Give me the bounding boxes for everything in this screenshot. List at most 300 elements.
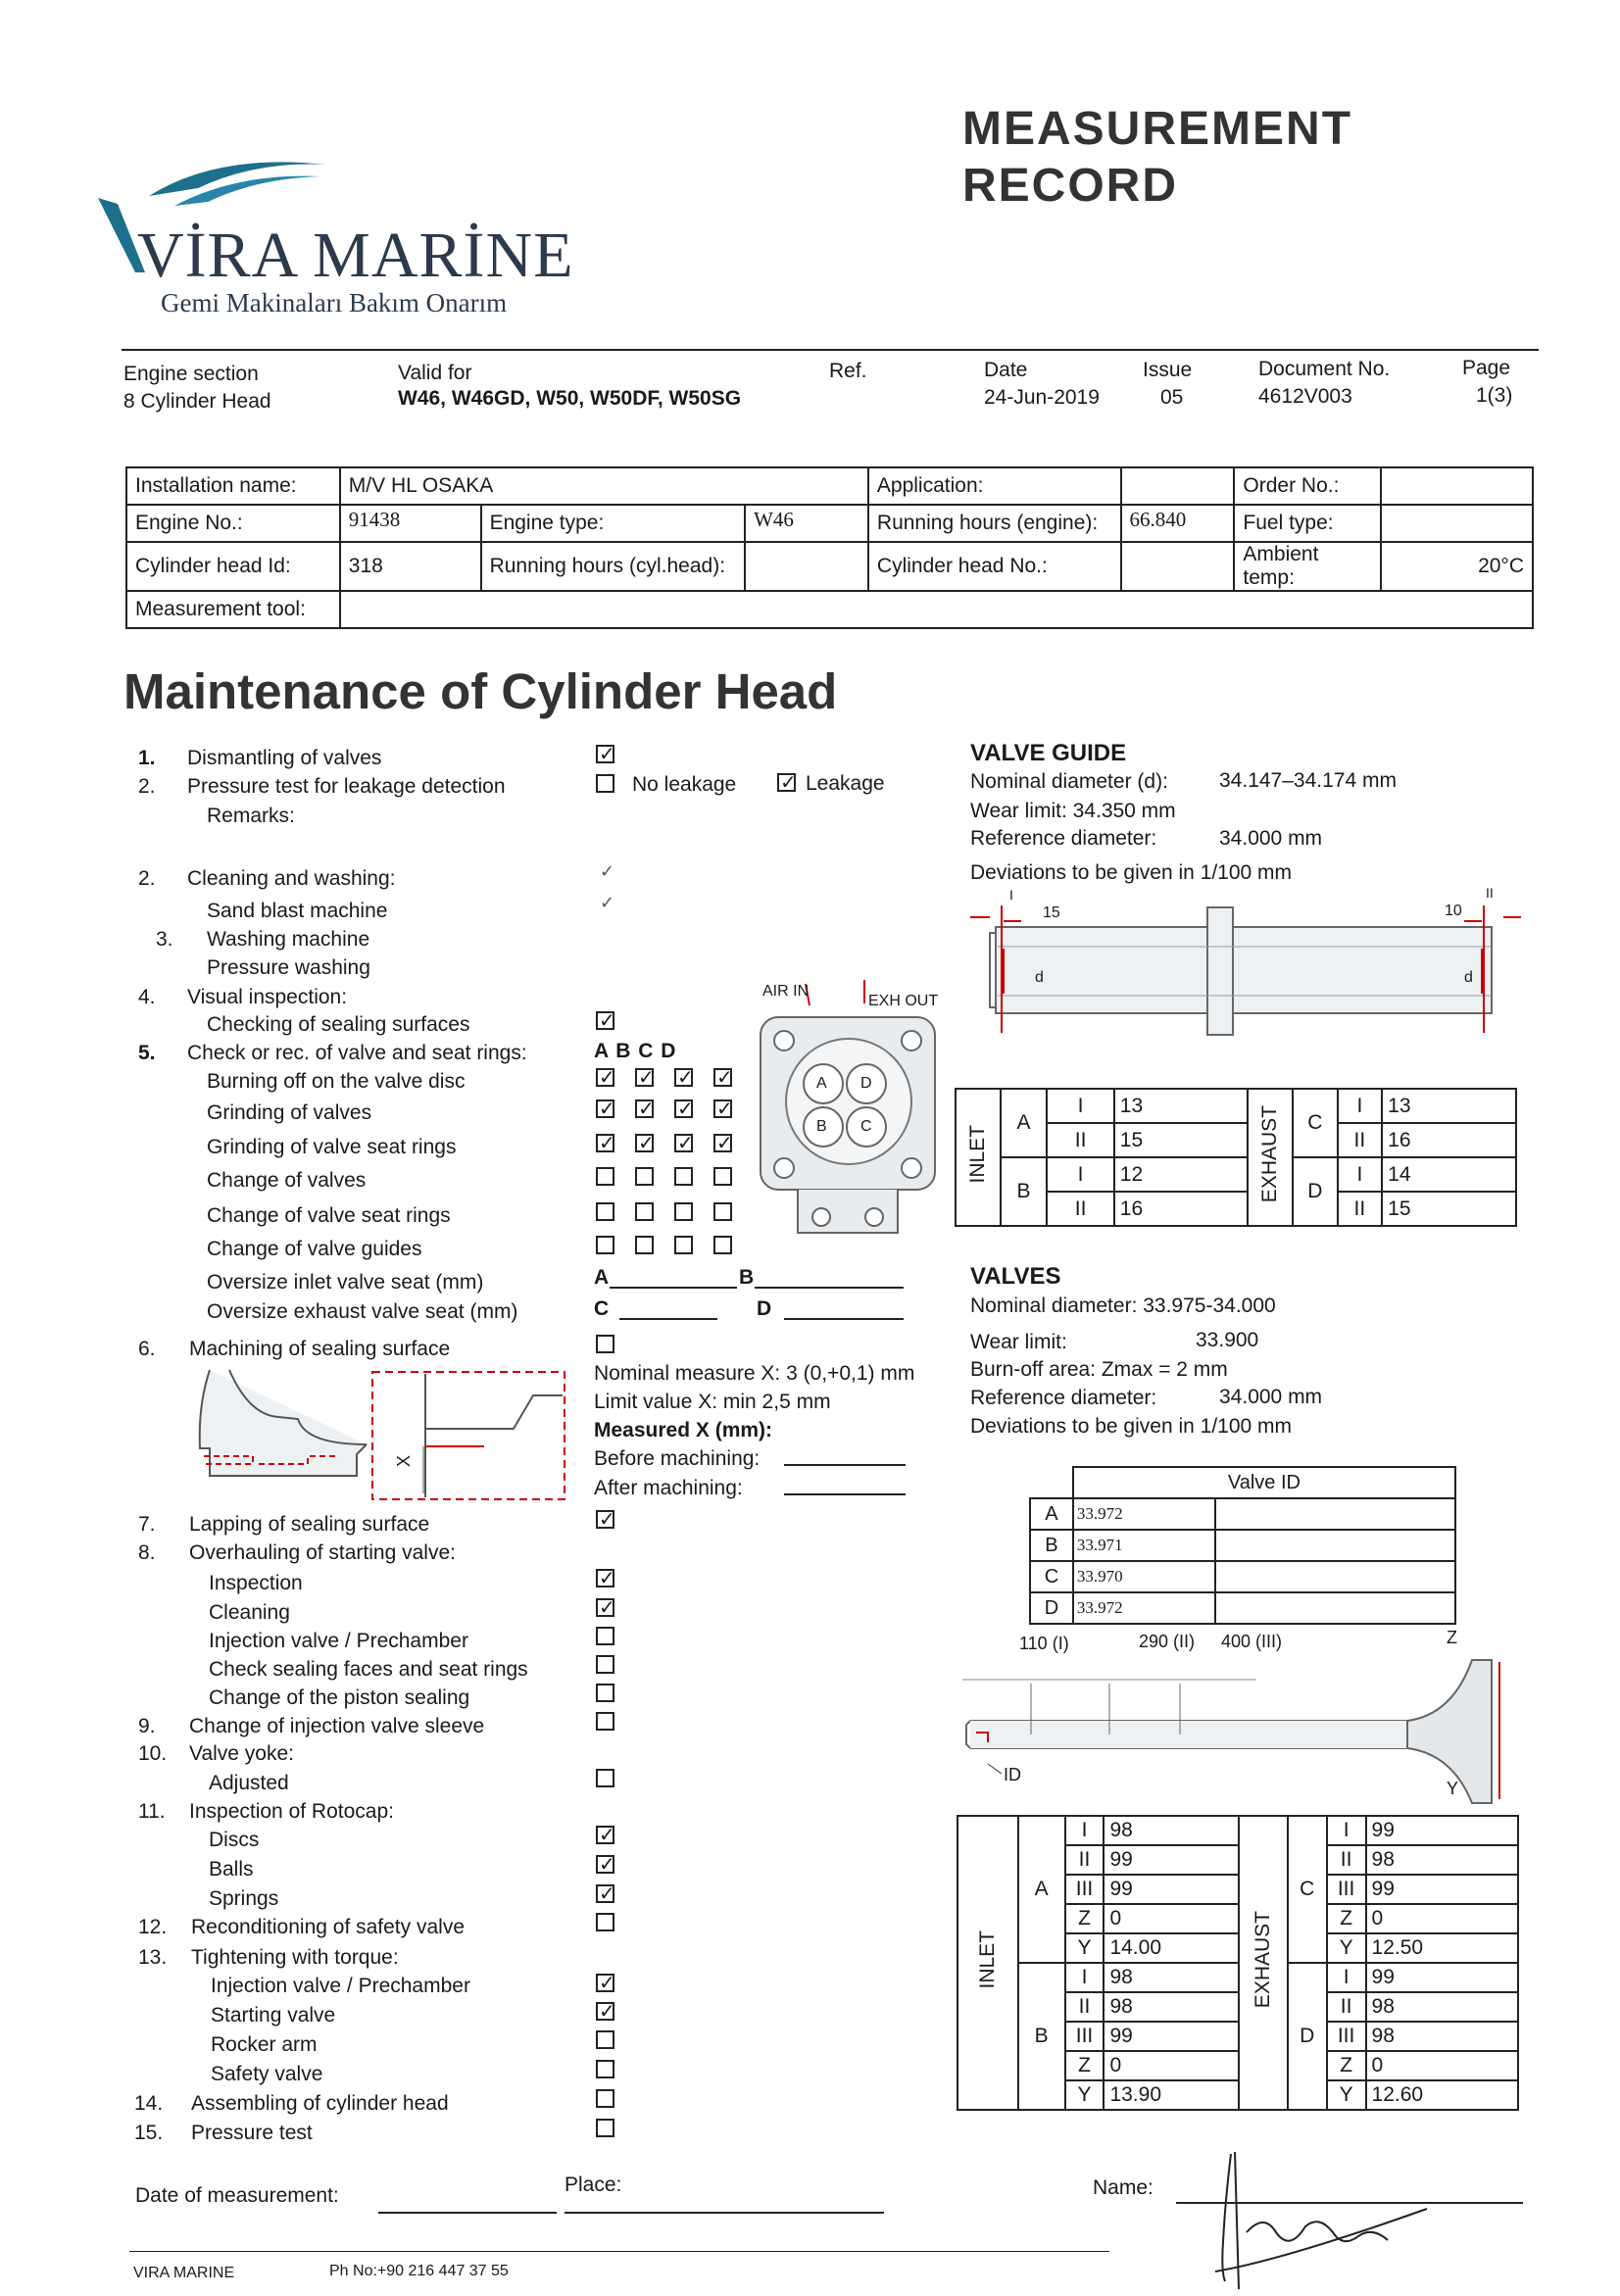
pos-label: III (1065, 2022, 1105, 2051)
date-label: Date (984, 359, 1028, 381)
fuel-type-label: Fuel type: (1234, 505, 1381, 542)
pos-label: I (1327, 1963, 1366, 1992)
item-label: Pressure test (191, 2122, 313, 2144)
guide-pos-ii: II (1047, 1123, 1113, 1157)
sub-item-label: Change of valves (207, 1169, 367, 1192)
valve-b-value[interactable]: 98 (1104, 1963, 1239, 1992)
item-label: Valve yoke: (189, 1742, 294, 1765)
checkbox-check-sealing[interactable] (596, 1655, 614, 1674)
item-number: 14. (134, 2092, 164, 2115)
valve-id-value[interactable]: 33.972 (1073, 1498, 1215, 1530)
checkbox-springs[interactable] (596, 1884, 614, 1903)
installation-name-field[interactable]: M/V HL OSAKA (340, 467, 868, 505)
pos-label: I (1065, 1963, 1105, 1992)
item-label: Tightening with torque: (191, 1946, 399, 1969)
pos-label: II (1065, 1992, 1105, 2022)
pos-label: I (1327, 1816, 1366, 1845)
valve-guide-deviation-note: Deviations to be given in 1/100 mm (970, 861, 1293, 884)
issue-value: 05 (1160, 386, 1184, 409)
valve-guide-drawing (966, 886, 1523, 1068)
checkbox-change-guide-a[interactable] (596, 1236, 614, 1254)
cylinder-head-icon (755, 976, 941, 1252)
air-in-label: AIR IN (762, 983, 810, 1000)
valve-b-value[interactable]: 13.90 (1104, 2080, 1239, 2110)
item-label: Cleaning and washing: (187, 867, 396, 890)
guide-d-ii-value[interactable]: 15 (1382, 1192, 1516, 1226)
guide-pos-i: I (1338, 1089, 1383, 1123)
item-label: Check or rec. of valve and seat rings: (187, 1042, 527, 1064)
checkbox-change-valves-c[interactable] (674, 1167, 693, 1186)
pos-label: III (1065, 1875, 1105, 1904)
running-hours-cyl-field[interactable] (745, 542, 868, 591)
item-label: Machining of sealing surface (189, 1338, 451, 1360)
inlet-label-cell: INLET (956, 1089, 1001, 1226)
checkbox-balls[interactable] (596, 1855, 614, 1874)
valve-id-table (1029, 1466, 1456, 1625)
oversize-b-field[interactable] (755, 1287, 904, 1289)
ref-label: Ref. (829, 360, 867, 382)
page-label: Page (1462, 357, 1511, 379)
running-hours-engine-field[interactable]: 66.840 (1121, 505, 1235, 542)
checkbox-change-guide-c[interactable] (674, 1236, 693, 1254)
installation-name-label: Installation name: (126, 467, 340, 505)
item-number: 3. (156, 928, 173, 951)
sub-item-label: Starting valve (211, 2004, 336, 2027)
checkbox-valve-yoke-adjusted[interactable] (596, 1769, 614, 1787)
engine-section-value: 8 Cylinder Head (123, 390, 271, 413)
cylinder-head-id-field[interactable]: 318 (340, 542, 481, 591)
checkbox-lapping[interactable] (596, 1510, 614, 1529)
checkbox-change-guide-d[interactable] (713, 1236, 732, 1254)
valve-c-value[interactable]: 99 (1366, 1875, 1518, 1904)
running-hours-cyl-label: Running hours (cyl.head): (481, 542, 746, 591)
guide-dim-ii: II (1486, 885, 1494, 901)
measured-x-label: Measured X (mm): (594, 1419, 773, 1441)
checkbox-assembling[interactable] (596, 2089, 614, 2108)
checkbox-inspection[interactable] (596, 1569, 614, 1588)
checkbox-safety-valve-recond[interactable] (596, 1913, 614, 1931)
guide-valve-c: C (1293, 1089, 1338, 1157)
cylinder-head-id-label: Cylinder head Id: (126, 542, 340, 591)
ambient-temp-field[interactable]: 20°C (1381, 542, 1533, 591)
guide-dim-15: 15 (1043, 904, 1060, 921)
checkbox-dismantling[interactable] (596, 745, 614, 763)
pos-label: Y (1327, 1933, 1366, 1963)
checkbox-leakage[interactable] (777, 773, 796, 792)
pos-label: Z (1065, 1904, 1105, 1933)
guide-b-ii-value[interactable]: 16 (1114, 1192, 1249, 1226)
sub-item-label: Inspection (209, 1572, 303, 1594)
after-machining-field[interactable] (784, 1493, 906, 1495)
checkbox-grind-seat-a[interactable] (596, 1134, 614, 1152)
valve-icon (962, 1627, 1523, 1809)
item-label: Lapping of sealing surface (189, 1513, 430, 1536)
checkbox-burn-b[interactable] (635, 1068, 654, 1087)
guide-d-i-value[interactable]: 14 (1382, 1157, 1516, 1192)
checkbox-change-valves-b[interactable] (635, 1167, 654, 1186)
sub-item-label: Grinding of valve seat rings (207, 1136, 457, 1158)
checkbox-grind-b[interactable] (635, 1099, 654, 1118)
signature (1196, 2125, 1431, 2291)
checkbox-grind-seat-d[interactable] (713, 1134, 732, 1152)
valve-c: C (1288, 1816, 1327, 1963)
valve-b-value[interactable]: 98 (1104, 1992, 1239, 2022)
sealing-surface-diagram (190, 1366, 572, 1505)
valve-dim-y: Y (1447, 1779, 1459, 1798)
valve-d-value[interactable]: 0 (1366, 2051, 1518, 2080)
before-machining-field[interactable] (784, 1464, 906, 1466)
guide-c-ii-value[interactable]: 16 (1382, 1123, 1516, 1157)
sub-item-label: Injection valve / Prechamber (211, 1975, 470, 1997)
item-number: 11. (138, 1800, 166, 1823)
valve-a-value[interactable]: 14.00 (1104, 1933, 1239, 1963)
valves-deviation-note: Deviations to be given in 1/100 mm (970, 1415, 1293, 1438)
item-number: 4. (138, 986, 156, 1008)
valves-wear-value: 33.900 (1196, 1329, 1259, 1351)
valves-table (957, 1815, 1519, 2111)
oversize-c-label: C (594, 1297, 610, 1320)
pos-label: I (1065, 1816, 1105, 1845)
valid-for-label: Valid for (398, 362, 472, 384)
oversize-a-label: A (594, 1266, 610, 1289)
valve-d-value[interactable]: 12.60 (1366, 2080, 1518, 2110)
checkbox-torque-safety[interactable] (596, 2060, 614, 2078)
doc-title-line1: MEASUREMENT (962, 103, 1353, 155)
guide-dim-d-left: d (1035, 969, 1044, 986)
valve-guide-nominal-label: Nominal diameter (d): (970, 770, 1168, 793)
guide-pos-i: I (1047, 1157, 1113, 1192)
pos-label: Y (1065, 2080, 1105, 2110)
oversize-d-field[interactable] (784, 1318, 904, 1320)
valve-id-header: Valve ID (1073, 1467, 1455, 1498)
document-no-label: Document No. (1258, 358, 1391, 380)
sub-item-label: Injection valve / Prechamber (209, 1630, 468, 1652)
engine-type-field[interactable]: W46 (745, 505, 868, 542)
fuel-type-field[interactable] (1381, 505, 1533, 542)
checkbox-burn-a[interactable] (596, 1068, 614, 1087)
running-hours-engine-label: Running hours (engine): (868, 505, 1121, 542)
valves-ref-value: 34.000 mm (1219, 1386, 1323, 1408)
guide-dim-i: I (1009, 887, 1013, 903)
ambient-temp-label: Ambient temp: (1234, 542, 1381, 591)
footer-company: VIRA MARINE (133, 2265, 235, 2281)
exhaust-label-cell: EXHAUST (1248, 1089, 1293, 1226)
cylinder-head-diagram (755, 976, 941, 1252)
oversize-d-label: D (757, 1297, 772, 1320)
application-field[interactable] (1121, 467, 1235, 505)
valve-drawing (962, 1627, 1523, 1809)
valve-id-letter: C (1030, 1561, 1073, 1592)
valve-d-value[interactable]: 98 (1366, 2022, 1518, 2051)
sub-item-label: Check sealing faces and seat rings (209, 1658, 528, 1681)
guide-b-i-value[interactable]: 12 (1114, 1157, 1249, 1192)
pos-label: II (1327, 1992, 1366, 2022)
sub-item-label: Rocker arm (211, 2033, 318, 2056)
sub-item-label: Springs (209, 1887, 279, 1910)
checkbox-change-valves-a[interactable] (596, 1167, 614, 1186)
sub-item-label: Change of the piston sealing (209, 1686, 470, 1709)
footer-phone: Ph No:+90 216 447 37 55 (329, 2263, 509, 2279)
guide-valve-a: A (1001, 1089, 1048, 1157)
item-number: 7. (138, 1513, 156, 1536)
pos-label: III (1327, 1875, 1366, 1904)
port-c-label: C (860, 1118, 872, 1135)
oversize-c-field[interactable] (619, 1318, 717, 1320)
item-label: Reconditioning of safety valve (191, 1916, 465, 1938)
valve-a-value[interactable]: 99 (1104, 1875, 1239, 1904)
guide-a-ii-value[interactable]: 15 (1114, 1123, 1249, 1157)
valves-ref-label: Reference diameter: (970, 1387, 1157, 1409)
sub-item-label: Balls (209, 1858, 254, 1881)
abcd-header: A B C D (594, 1040, 677, 1062)
checkbox-cleaning[interactable] (598, 864, 616, 883)
sub-item-label: Sand blast machine (207, 900, 388, 922)
sealing-surface-icon (190, 1366, 572, 1505)
order-no-field[interactable] (1381, 467, 1533, 505)
item-number: 9. (138, 1715, 156, 1737)
valve-id-letter: D (1030, 1592, 1073, 1624)
checkbox-piston-sealing[interactable] (596, 1684, 614, 1702)
port-d-label: D (860, 1075, 872, 1092)
checkbox-grind-seat-c[interactable] (674, 1134, 693, 1152)
guide-dim-10: 10 (1445, 903, 1462, 919)
oversize-b-label: B (739, 1266, 755, 1289)
item-number: 10. (138, 1742, 168, 1765)
checkbox-torque-starting[interactable] (596, 2002, 614, 2021)
checkbox-change-valves-d[interactable] (713, 1167, 732, 1186)
item-number: 1. (138, 747, 156, 769)
before-machining-label: Before machining: (594, 1447, 761, 1470)
checkbox-no-leakage[interactable] (596, 774, 614, 793)
checkbox-change-seat-d[interactable] (713, 1202, 732, 1221)
date-of-measurement-label: Date of measurement: (135, 2184, 339, 2207)
item-label: Assembling of cylinder head (191, 2092, 449, 2115)
engine-no-label: Engine No.: (126, 505, 340, 542)
engine-type-label: Engine type: (481, 505, 746, 542)
valves-exhaust-cell: EXHAUST (1239, 1816, 1288, 2110)
checkbox-grind-c[interactable] (674, 1099, 693, 1118)
guide-c-i-value[interactable]: 13 (1382, 1089, 1516, 1123)
logo-brand: VİRA MARİNE (137, 220, 574, 291)
engine-no-field[interactable]: 91438 (340, 505, 481, 542)
sub-item-label: Checking of sealing surfaces (207, 1013, 470, 1036)
guide-pos-ii: II (1047, 1192, 1113, 1226)
cylinder-head-no-label: Cylinder head No.: (868, 542, 1121, 591)
company-logo (90, 147, 574, 323)
valve-d-value[interactable]: 99 (1366, 1963, 1518, 1992)
checkbox-change-seat-b[interactable] (635, 1202, 654, 1221)
checkbox-sand-blast[interactable] (598, 896, 616, 914)
engine-section-label: Engine section (123, 363, 259, 385)
valve-b: B (1018, 1963, 1065, 2110)
guide-valve-b: B (1001, 1157, 1048, 1226)
pos-label: Y (1065, 1933, 1105, 1963)
valve-guide-ref-value: 34.000 mm (1219, 827, 1323, 850)
checkbox-grind-seat-b[interactable] (635, 1134, 654, 1152)
valve-id-value[interactable]: 33.971 (1073, 1530, 1215, 1561)
issue-label: Issue (1143, 359, 1193, 381)
checkbox-pressure-test[interactable] (596, 2119, 614, 2137)
pos-label: II (1065, 1845, 1105, 1875)
checkbox-discs[interactable] (596, 1826, 614, 1844)
valve-a-value[interactable]: 99 (1104, 1845, 1239, 1875)
valve-dim-110: 110 (I) (1019, 1634, 1069, 1653)
item-number: 8. (138, 1541, 156, 1564)
sub-item-label: Grinding of valves (207, 1101, 372, 1124)
nominal-x-text: Nominal measure X: 3 (0,+0,1) mm (594, 1362, 915, 1385)
valve-dim-290: 290 (II) (1139, 1632, 1196, 1651)
pos-label: II (1327, 1845, 1366, 1875)
item-label: Dismantling of valves (187, 747, 382, 769)
sub-item-label: Change of valve guides (207, 1238, 422, 1260)
valves-wear-label: Wear limit: (970, 1331, 1067, 1353)
item-number: 12. (138, 1916, 168, 1938)
checkbox-change-seat-a[interactable] (596, 1202, 614, 1221)
pos-label: Z (1327, 2051, 1366, 2080)
guide-pos-ii: II (1338, 1192, 1383, 1226)
date-of-measurement-field[interactable] (378, 2212, 557, 2214)
valve-id-letter: B (1030, 1530, 1073, 1561)
valve-a-value[interactable]: 98 (1104, 1816, 1239, 1845)
valve-a: A (1018, 1816, 1065, 1963)
item-number: 5. (138, 1042, 156, 1064)
pos-label: Y (1327, 2080, 1366, 2110)
valve-id-letter: A (1030, 1498, 1073, 1530)
guide-pos-i: I (1047, 1089, 1113, 1123)
item-label: Pressure test for leakage detection (187, 775, 506, 798)
guide-pos-i: I (1338, 1157, 1383, 1192)
checkbox-sealing-surfaces[interactable] (596, 1011, 614, 1030)
checkbox-burn-c[interactable] (674, 1068, 693, 1087)
logo-tagline: Gemi Makinaları Bakım Onarım (161, 288, 508, 318)
sub-item-label: Cleaning (209, 1601, 290, 1624)
application-label: Application: (868, 467, 1121, 505)
sub-item-label: Washing machine (207, 928, 370, 951)
guide-valve-d: D (1293, 1157, 1338, 1226)
valve-guide-title: VALVE GUIDE (970, 740, 1127, 766)
limit-x-text: Limit value X: min 2,5 mm (594, 1391, 831, 1413)
item-label: Change of injection valve sleeve (189, 1715, 485, 1737)
item-number: 2. (138, 867, 156, 890)
oversize-a-field[interactable] (610, 1287, 737, 1289)
footer-rule (129, 2251, 1109, 2252)
item-number: 2. (138, 775, 156, 798)
item-number: 13. (138, 1946, 168, 1969)
installation-info-table (125, 466, 1534, 629)
place-field[interactable] (565, 2212, 884, 2214)
checkbox-grind-a[interactable] (596, 1099, 614, 1118)
item-label: Visual inspection: (187, 986, 348, 1008)
valve-guide-table (955, 1088, 1517, 1227)
valves-burn-off: Burn-off area: Zmax = 2 mm (970, 1358, 1228, 1381)
order-no-label: Order No.: (1234, 467, 1381, 505)
guide-pos-ii: II (1338, 1123, 1383, 1157)
exh-out-label: EXH OUT (868, 993, 939, 1009)
valve-c-value[interactable]: 12.50 (1366, 1933, 1518, 1963)
checkbox-torque-rocker[interactable] (596, 2030, 614, 2049)
valve-id-value[interactable]: 33.970 (1073, 1561, 1215, 1592)
pos-label: Z (1327, 1904, 1366, 1933)
checkbox-burn-d[interactable] (713, 1068, 732, 1087)
valve-d-value[interactable]: 98 (1366, 1992, 1518, 2022)
sub-item-label: Safety valve (211, 2063, 323, 2085)
dimension-x-label: X (394, 1454, 415, 1468)
main-title: Maintenance of Cylinder Head (123, 663, 838, 719)
pos-label: III (1327, 2022, 1366, 2051)
place-label: Place: (565, 2174, 622, 2196)
document-no-value: 4612V003 (1258, 385, 1352, 408)
sub-item-label: Burning off on the valve disc (207, 1070, 466, 1093)
sub-item-label: Change of valve seat rings (207, 1204, 451, 1227)
guide-a-i-value[interactable]: 13 (1114, 1089, 1249, 1123)
measurement-tool-field[interactable] (340, 591, 1533, 628)
name-label: Name: (1093, 2176, 1154, 2199)
sub-item-label: Adjusted (209, 1772, 289, 1794)
doc-title-line2: RECORD (962, 160, 1179, 212)
valve-c-value[interactable]: 0 (1366, 1904, 1518, 1933)
signature-icon (1196, 2125, 1431, 2291)
measurement-tool-label: Measurement tool: (126, 591, 340, 628)
valve-c-value[interactable]: 99 (1366, 1816, 1518, 1845)
valve-d: D (1288, 1963, 1327, 2110)
guide-dim-d-right: d (1464, 969, 1473, 986)
checkbox-machining[interactable] (596, 1335, 614, 1353)
valves-title: VALVES (970, 1263, 1061, 1290)
page-value: 1(3) (1476, 384, 1513, 407)
valve-c-value[interactable]: 98 (1366, 1845, 1518, 1875)
header-rule (122, 349, 1539, 351)
sub-item-label: Discs (209, 1829, 260, 1851)
item-number: 6. (138, 1338, 156, 1360)
checkbox-injection-valve[interactable] (596, 1627, 614, 1645)
valve-dim-id: ID (1004, 1765, 1021, 1784)
pos-label: Z (1065, 2051, 1105, 2080)
valve-b-value[interactable]: 99 (1104, 2022, 1239, 2051)
cylinder-head-no-field[interactable] (1121, 542, 1235, 591)
sub-item-label: Pressure washing (207, 956, 370, 979)
port-b-label: B (816, 1118, 827, 1135)
sub-item-label: Oversize exhaust valve seat (mm) (207, 1300, 518, 1323)
checkbox-change-seat-c[interactable] (674, 1202, 693, 1221)
checkbox-injection-sleeve[interactable] (596, 1712, 614, 1731)
checkbox-cleaning-starting[interactable] (596, 1598, 614, 1617)
valve-b-value[interactable]: 0 (1104, 2051, 1239, 2080)
valve-guide-nominal-value: 34.147–34.174 mm (1219, 769, 1397, 792)
valid-for-value: W46, W46GD, W50, W50DF, W50SG (398, 387, 742, 410)
valve-guide-wear-limit: Wear limit: 34.350 mm (970, 800, 1176, 822)
port-a-label: A (816, 1075, 827, 1092)
item-label: Overhauling of starting valve: (189, 1541, 456, 1564)
after-machining-label: After machining: (594, 1477, 743, 1499)
leakage-label: Leakage (806, 772, 885, 795)
checkbox-torque-injection[interactable] (596, 1974, 614, 1992)
valve-guide-ref-label: Reference diameter: (970, 827, 1157, 850)
valve-dim-400: 400 (III) (1221, 1632, 1283, 1651)
item-label: Inspection of Rotocap: (189, 1800, 394, 1823)
valves-nominal: Nominal diameter: 33.975-34.000 (970, 1295, 1276, 1317)
no-leakage-label: No leakage (632, 773, 737, 796)
checkbox-change-guide-b[interactable] (635, 1236, 654, 1254)
valve-a-value[interactable]: 0 (1104, 1904, 1239, 1933)
valve-id-value[interactable]: 33.972 (1073, 1592, 1215, 1624)
item-number: 15. (134, 2122, 164, 2144)
remarks-label: Remarks: (207, 805, 295, 827)
date-value: 24-Jun-2019 (984, 386, 1100, 409)
valve-dim-z: Z (1447, 1628, 1457, 1647)
checkbox-grind-d[interactable] (713, 1099, 732, 1118)
sub-item-label: Oversize inlet valve seat (mm) (207, 1271, 484, 1294)
valves-inlet-cell: INLET (957, 1816, 1018, 2110)
